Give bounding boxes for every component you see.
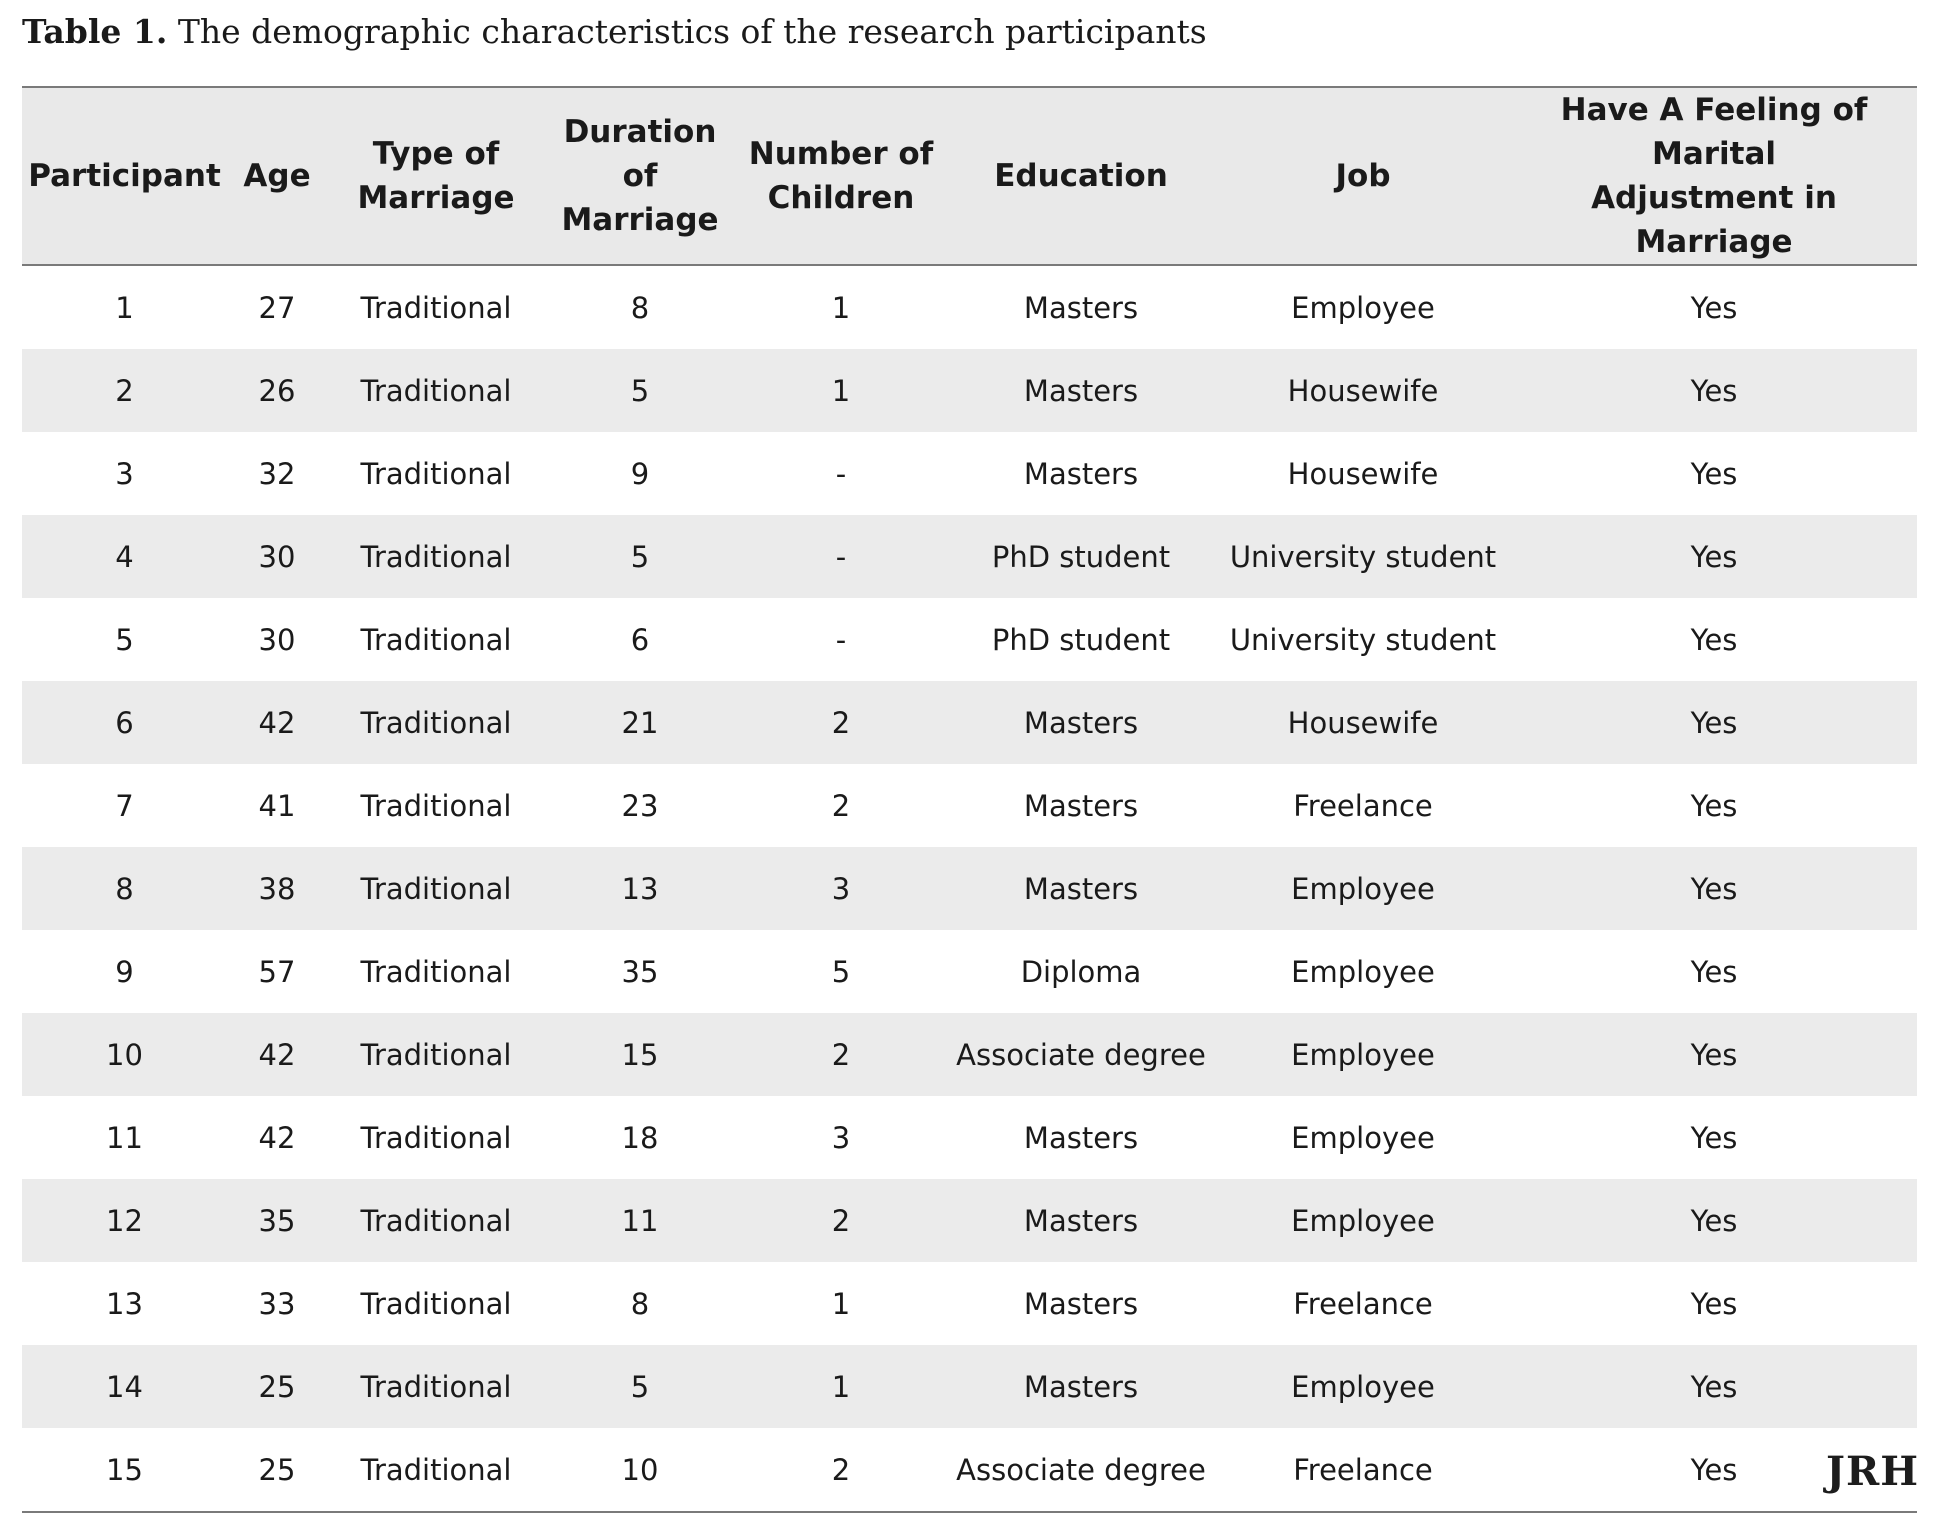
header-participant (22, 87, 227, 265)
cell-education: Masters (1023, 705, 1139, 740)
header-type-of-marriage-line: Marriage (357, 180, 515, 216)
cell-age: 26 (258, 373, 296, 408)
cell-marital-adjustment: Yes (1690, 1037, 1738, 1072)
table-row (22, 681, 1917, 764)
cell-marital-adjustment: Yes (1511, 1428, 1917, 1512)
table-container (22, 86, 1917, 1513)
cell-number-of-children: 2 (831, 1203, 851, 1238)
cell-marital-adjustment: Yes (1690, 373, 1738, 408)
cell-marital-adjustment: Yes (1690, 788, 1738, 823)
cell-duration-of-marriage: 8 (630, 290, 650, 325)
table-caption-label: Table 1. (22, 12, 168, 51)
cell-job: Freelance (1293, 788, 1433, 823)
cell-type-of-marriage: Traditional (327, 1428, 545, 1512)
cell-job: Housewife (1287, 456, 1439, 491)
cell-number-of-children: 2 (735, 1428, 947, 1512)
header-number-of-children-line: Number of (748, 136, 934, 172)
cell-participant: 1 (115, 290, 134, 325)
cell-marital-adjustment: Yes (1690, 456, 1738, 491)
cell-number-of-children: - (835, 539, 847, 574)
cell-type-of-marriage: Traditional (360, 871, 512, 906)
cell-job: Housewife (1287, 373, 1439, 408)
table-row (22, 1262, 1917, 1345)
cell-marital-adjustment: Yes (1690, 622, 1738, 657)
cell-duration-of-marriage: 13 (621, 871, 659, 906)
table-caption (22, 10, 1207, 54)
cell-age: 41 (258, 788, 296, 823)
table-row (22, 1013, 1917, 1096)
cell-duration-of-marriage: 35 (621, 954, 659, 989)
table-row (22, 1096, 1917, 1179)
cell-number-of-children: 2 (831, 705, 851, 740)
header-age-line: Age (243, 158, 311, 194)
cell-marital-adjustment: Yes (1690, 1203, 1738, 1238)
cell-education: PhD student (991, 539, 1171, 574)
cell-participant: 5 (115, 622, 134, 657)
table-row (22, 1345, 1917, 1428)
cell-duration-of-marriage: 5 (630, 539, 650, 574)
cell-type-of-marriage: Traditional (360, 622, 512, 657)
header-type-of-marriage-line: Type of (372, 136, 500, 172)
cell-education: PhD student (991, 622, 1171, 657)
cell-education: Masters (1023, 1203, 1139, 1238)
cell-education: Masters (1023, 1369, 1139, 1404)
table-row (22, 515, 1917, 598)
cell-number-of-children: - (835, 456, 847, 491)
header-row (22, 87, 1917, 265)
header-duration-of-marriage (545, 87, 735, 265)
table-caption-text: The demographic characteristics of the research participants (167, 12, 1207, 51)
header-duration-of-marriage-line: Duration of (563, 114, 717, 194)
cell-education: Masters (1023, 871, 1139, 906)
cell-education: Masters (1023, 1286, 1139, 1321)
table-body (22, 265, 1917, 1512)
cell-number-of-children: 5 (831, 954, 851, 989)
table-row (22, 265, 1917, 349)
cell-job: Employee (1291, 1037, 1435, 1072)
cell-job: University student (1229, 622, 1497, 657)
cell-participant: 13 (106, 1286, 143, 1321)
cell-education: Associate degree (956, 1037, 1206, 1072)
cell-age: 42 (258, 1120, 296, 1155)
cell-duration-of-marriage: 11 (621, 1203, 659, 1238)
cell-education: Masters (1023, 373, 1139, 408)
cell-type-of-marriage: Traditional (360, 456, 512, 491)
cell-education: Masters (1023, 1120, 1139, 1155)
demographics-table (22, 86, 1917, 1513)
cell-duration-of-marriage: 6 (630, 622, 650, 657)
cell-duration-of-marriage: 10 (545, 1428, 735, 1512)
cell-participant: 2 (115, 373, 134, 408)
cell-type-of-marriage: Traditional (360, 373, 512, 408)
table-row (22, 930, 1917, 1013)
cell-type-of-marriage: Traditional (360, 290, 512, 325)
header-participant-line: Participant (28, 158, 221, 194)
cell-participant: 15 (22, 1428, 227, 1512)
cell-marital-adjustment: Yes (1690, 1120, 1738, 1155)
cell-participant: 4 (115, 539, 134, 574)
cell-type-of-marriage: Traditional (360, 1203, 512, 1238)
header-education-line: Education (994, 158, 1168, 194)
table-row (22, 1428, 1917, 1512)
header-number-of-children (735, 87, 947, 265)
header-type-of-marriage (327, 87, 545, 265)
cell-participant: 9 (115, 954, 134, 989)
cell-marital-adjustment: Yes (1690, 871, 1738, 906)
cell-type-of-marriage: Traditional (360, 954, 512, 989)
cell-type-of-marriage: Traditional (360, 539, 512, 574)
logo-text: JRH (1826, 1448, 1919, 1495)
cell-age: 57 (258, 954, 296, 989)
cell-duration-of-marriage: 5 (630, 1369, 650, 1404)
cell-duration-of-marriage: 21 (621, 705, 659, 740)
cell-education: Masters (1023, 290, 1139, 325)
cell-participant: 10 (106, 1037, 143, 1072)
cell-job: University student (1229, 539, 1497, 574)
cell-age: 33 (258, 1286, 296, 1321)
cell-type-of-marriage: Traditional (360, 788, 512, 823)
table-row (22, 1179, 1917, 1262)
cell-duration-of-marriage: 23 (621, 788, 659, 823)
cell-duration-of-marriage: 5 (630, 373, 650, 408)
journal-logo (1826, 1448, 1919, 1495)
header-marital-adjustment (1511, 87, 1917, 265)
cell-duration-of-marriage: 8 (630, 1286, 650, 1321)
table-row (22, 432, 1917, 515)
cell-age: 25 (227, 1428, 327, 1512)
cell-job: Employee (1291, 1120, 1435, 1155)
cell-job: Employee (1291, 954, 1435, 989)
cell-number-of-children: 1 (831, 1369, 851, 1404)
cell-type-of-marriage: Traditional (360, 1120, 512, 1155)
cell-marital-adjustment: Yes (1690, 705, 1738, 740)
table-row (22, 598, 1917, 681)
header-duration-of-marriage-line: Marriage (561, 202, 719, 238)
cell-job: Employee (1291, 290, 1435, 325)
cell-education: Diploma (1020, 954, 1142, 989)
cell-number-of-children: 3 (831, 871, 851, 906)
cell-job: Freelance (1215, 1428, 1511, 1512)
cell-marital-adjustment: Yes (1690, 290, 1738, 325)
cell-number-of-children: 1 (831, 373, 851, 408)
header-marital-adjustment-line: Have A Feeling of Marital (1560, 92, 1868, 172)
cell-participant: 11 (106, 1120, 143, 1155)
table-row (22, 847, 1917, 930)
table-row (22, 764, 1917, 847)
cell-duration-of-marriage: 9 (630, 456, 650, 491)
cell-age: 30 (258, 539, 296, 574)
cell-number-of-children: 1 (831, 1286, 851, 1321)
cell-education: Masters (1023, 456, 1139, 491)
header-age (227, 87, 327, 265)
cell-education: Associate degree (947, 1428, 1215, 1512)
cell-marital-adjustment: Yes (1690, 954, 1738, 989)
cell-participant: 6 (115, 705, 134, 740)
cell-age: 38 (258, 871, 296, 906)
table-row (22, 349, 1917, 432)
cell-marital-adjustment: Yes (1690, 1286, 1738, 1321)
cell-education: Masters (1023, 788, 1139, 823)
cell-number-of-children: 1 (831, 290, 851, 325)
cell-type-of-marriage: Traditional (360, 1369, 512, 1404)
header-education (947, 87, 1215, 265)
cell-number-of-children: 3 (831, 1120, 851, 1155)
cell-number-of-children: 2 (831, 788, 851, 823)
cell-participant: 3 (115, 456, 134, 491)
cell-job: Housewife (1287, 705, 1439, 740)
cell-type-of-marriage: Traditional (360, 1037, 512, 1072)
cell-age: 42 (258, 705, 296, 740)
cell-marital-adjustment: Yes (1690, 539, 1738, 574)
cell-duration-of-marriage: 15 (621, 1037, 659, 1072)
header-number-of-children-line: Children (767, 180, 915, 216)
cell-job: Employee (1291, 1369, 1435, 1404)
cell-age: 42 (258, 1037, 296, 1072)
cell-participant: 14 (106, 1369, 143, 1404)
cell-job: Employee (1291, 871, 1435, 906)
cell-type-of-marriage: Traditional (360, 1286, 512, 1321)
header-job-line: Job (1335, 158, 1391, 194)
header-marital-adjustment-line: Adjustment in Marriage (1591, 180, 1837, 260)
cell-participant: 8 (115, 871, 134, 906)
cell-type-of-marriage: Traditional (360, 705, 512, 740)
cell-age: 25 (258, 1369, 296, 1404)
cell-participant: 7 (115, 788, 134, 823)
cell-age: 32 (258, 456, 296, 491)
cell-age: 27 (258, 290, 296, 325)
cell-marital-adjustment: Yes (1690, 1369, 1738, 1404)
table-header (22, 87, 1917, 265)
cell-participant: 12 (106, 1203, 143, 1238)
header-job (1215, 87, 1511, 265)
cell-job: Freelance (1293, 1286, 1433, 1321)
cell-age: 35 (258, 1203, 296, 1238)
cell-job: Employee (1291, 1203, 1435, 1238)
cell-number-of-children: 2 (831, 1037, 851, 1072)
cell-duration-of-marriage: 18 (621, 1120, 659, 1155)
cell-number-of-children: - (835, 622, 847, 657)
cell-age: 30 (258, 622, 296, 657)
